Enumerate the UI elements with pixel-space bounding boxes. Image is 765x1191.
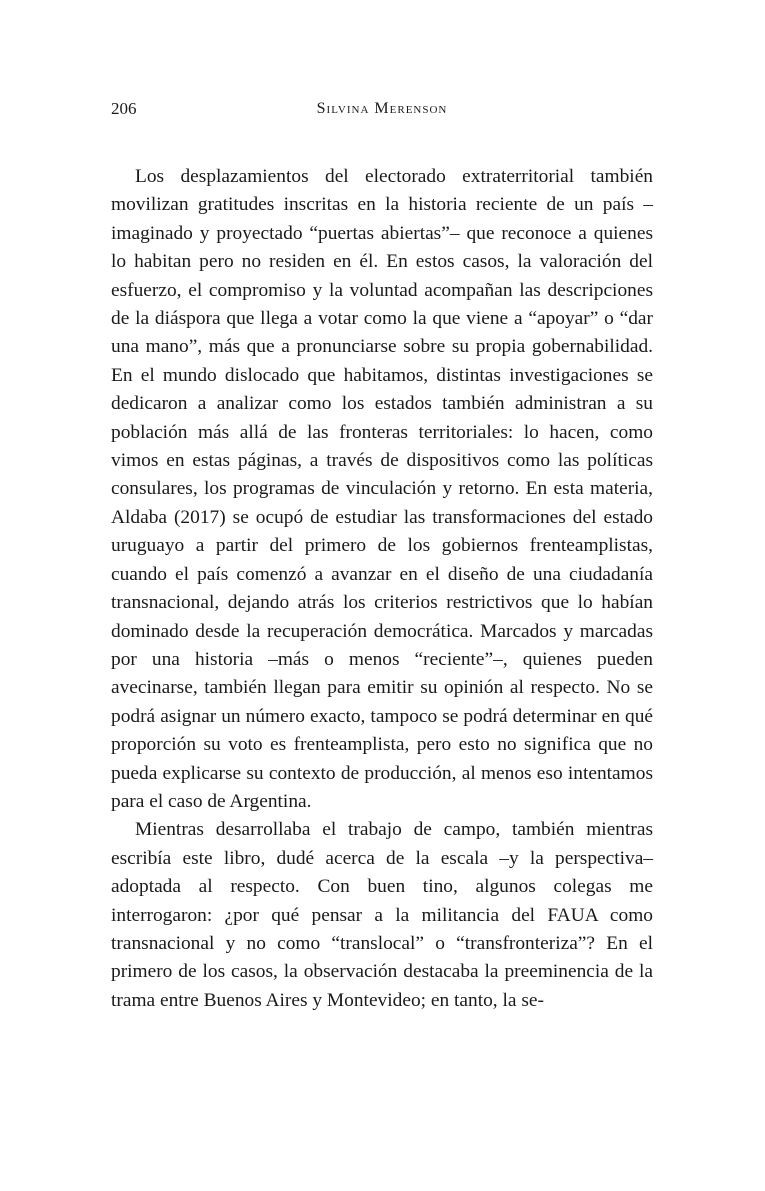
paragraph: Los desplazamientos del electorado extraterritorial también movilizan gratitudes inscritas en la historia reciente de un país –imaginado y proyectado “puertas abiertas”– que reconoce a quienes lo habitan pero no residen en él. En estos casos, la valoración del esfuerzo, el compromiso y la voluntad acompañan las descripciones de la diáspora que llega a votar como la que viene a “apoyar” o “dar una mano”, más que a pronunciarse sobre su propia gobernabilidad. En el mundo dislocado que habitamos, distintas investigaciones se dedicaron a analizar como los estados también administran a su población más allá de las fronteras territoriales: lo hacen, como vimos en estas páginas, a través de dispositivos como las políticas consulares, los programas de vinculación y retorno. En esta materia, Aldaba (2017) se ocupó de estudiar las transformaciones del estado uruguayo a partir del primero de los gobiernos frenteamplistas, cuando el país comenzó a avanzar en el diseño de una ciudadanía transnacional, dejando atrás los criterios restrictivos que lo habían dominado desde la recuperación democrática. Marcados y marcadas por una historia –más o menos “reciente”–, quienes pueden avecinarse, también llegan para emitir su opinión al respecto. No se podrá asignar un número exacto, tampoco se podrá determinar en qué proporción su voto es frenteamplista, pero esto no significa que no pueda explicarse su contexto de producción, al menos eso intentamos para el caso de Argentina. (111, 166, 653, 812)
body-text (111, 163, 653, 1015)
running-title: Silvina Merenson (316, 100, 448, 117)
paragraph: Mientras desarrollaba el trabajo de campo, también mientras escribía este libro, dudé acerca de la escala –y la perspectiva– adoptada al respecto. Con buen tino, algunos colegas me interrogaron: ¿por qué pensar a la militancia del FAUA como transnacional y no como “translocal” o “transfronteriza”? En el primero de los casos, la observación destacaba la preeminencia de la trama entre Buenos Aires y Montevideo; en tanto, la se- (111, 819, 653, 1011)
page-number: 206 (111, 99, 137, 118)
running-head (111, 97, 653, 121)
